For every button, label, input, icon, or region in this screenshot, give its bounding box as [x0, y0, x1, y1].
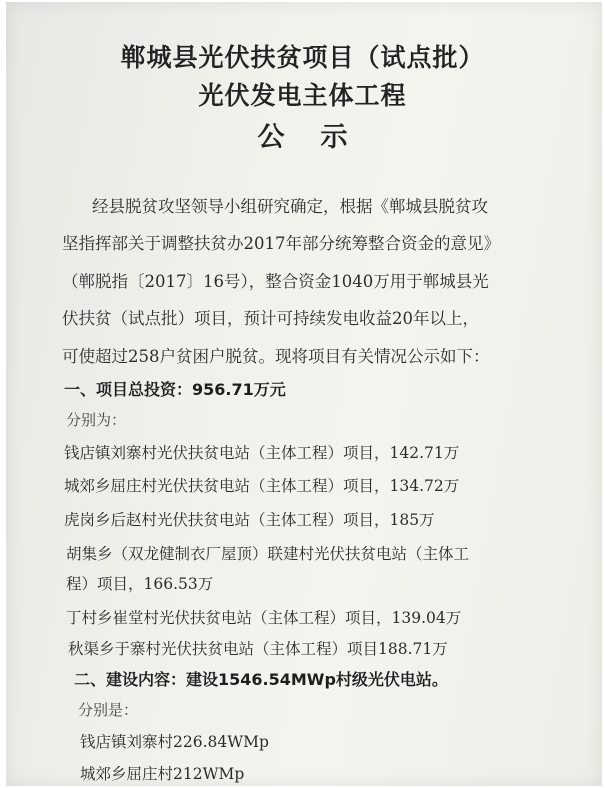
- section-subheading: 分别是：: [78, 701, 139, 719]
- capacity-item: 城郊乡屈庄村212WMp: [80, 765, 245, 783]
- project-item: 丁村乡崔堂村光伏扶贫电站（主体工程）项目，139.04万: [66, 609, 462, 627]
- intro-line: 经县脱贫攻坚领导小组研究确定，根据《郸城县脱贫攻: [92, 197, 488, 216]
- section-heading-investment: 一、项目总投资：956.71万元: [64, 380, 286, 399]
- section-heading-construction: 二、建设内容：建设1546.54MWp村级光伏电站。: [74, 670, 448, 689]
- notice-heading: 公示: [257, 122, 384, 153]
- intro-line: 可使超过258户贫困户脱贫。现将项目有关情况公示如下：: [62, 347, 490, 366]
- project-item: 钱店镇刘寨村光伏扶贫电站（主体工程）项目，142.71万: [64, 444, 460, 462]
- project-item: 虎岗乡后赵村光伏扶贫电站（主体工程）项目，185万: [64, 511, 435, 529]
- project-item: 胡集乡（双龙健制衣厂屋顶）联建村光伏扶贫电站（主体工: [66, 545, 470, 563]
- intro-line: 伏扶贫（试点批）项目，预计可持续发电收益20年以上，: [62, 309, 479, 328]
- section-subheading: 分别为：: [66, 411, 127, 429]
- intro-line: （郸脱指〔2017〕16号），整合资金1040万用于郸城县光: [62, 272, 489, 291]
- document-title: 郸城县光伏扶贫项目（试点批）: [120, 43, 485, 72]
- capacity-item: 钱店镇刘寨村226.84WMp: [80, 733, 269, 751]
- document-subtitle: 光伏发电主体工程: [198, 81, 407, 110]
- intro-line: 坚指挥部关于调整扶贫办2017年部分统筹整合资金的意见》: [62, 234, 500, 253]
- project-item: 城郊乡屈庄村光伏扶贫电站（主体工程）项目，134.72万: [64, 477, 460, 495]
- project-item-continued: 程）项目，166.53万: [66, 575, 214, 593]
- project-item: 秋渠乡于寨村光伏扶贫电站（主体工程）项目188.71万: [68, 640, 448, 658]
